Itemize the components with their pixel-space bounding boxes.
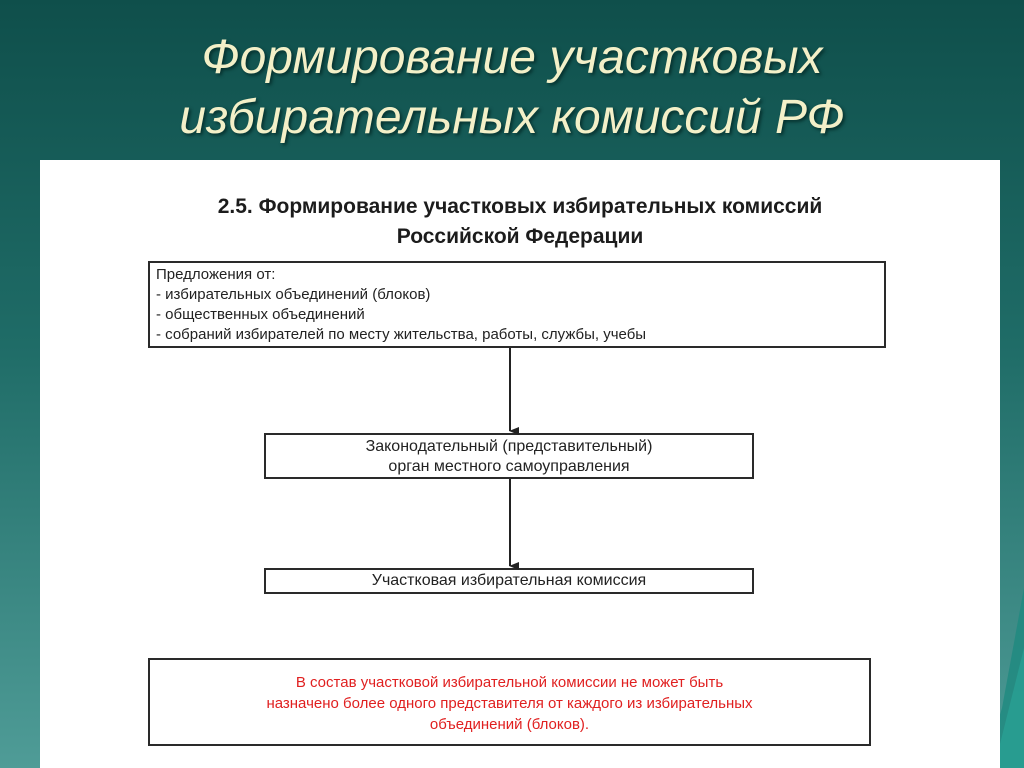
slide-title-line1: Формирование участковых — [201, 31, 823, 84]
proposals-item: - избирательных объединений (блоков) — [156, 286, 431, 303]
restriction-line1: В состав участковой избирательной комиссии не может быть — [295, 674, 724, 691]
commission-label: Участковая избирательная комиссия — [371, 572, 647, 589]
restriction-line2: назначено более одного представителя от каждого из избирательных — [266, 695, 753, 712]
diagram-panel — [40, 160, 1000, 768]
restriction-line3: объединений (блоков). — [429, 716, 590, 733]
proposals-item: - общественных объединений — [156, 306, 365, 323]
proposals-header: Предложения от: — [156, 266, 276, 283]
restriction-note-box — [148, 658, 871, 746]
diagram-heading-line2: Российской Федерации — [396, 225, 644, 248]
proposals-item: - собраний избирателей по месту жительства, работы, службы, учебы — [156, 326, 647, 343]
diagram-heading-line1: 2.5. Формирование участковых избирательных комиссий — [217, 195, 823, 218]
legislative-body-line1: Законодательный (представительный) — [365, 438, 653, 455]
legislative-body-line2: орган местного самоуправления — [388, 458, 630, 475]
commission-box — [264, 568, 754, 594]
legislative-body-box — [264, 433, 754, 479]
slide-title — [0, 28, 1024, 148]
diagram-heading — [80, 192, 960, 252]
slide-title-line2: избирательных комиссий РФ — [179, 91, 845, 144]
proposals-box — [148, 261, 886, 348]
